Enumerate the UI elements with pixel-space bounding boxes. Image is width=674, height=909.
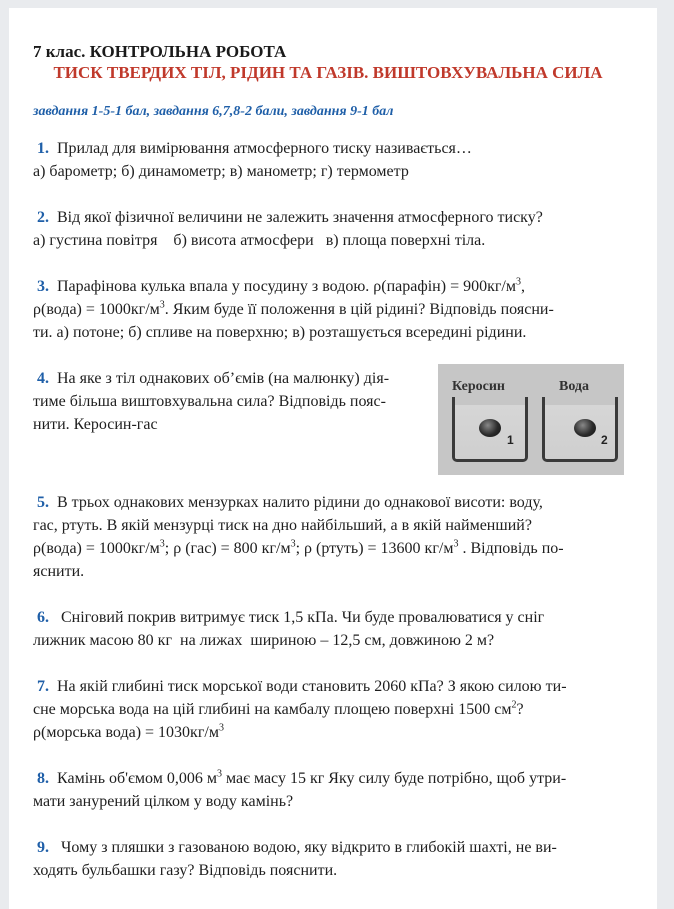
question-text: нити. Керосин-гас xyxy=(33,416,158,433)
question-number: 3. xyxy=(37,278,49,295)
question-text: . Відповідь по- xyxy=(458,540,564,557)
question-2 xyxy=(33,206,633,252)
worksheet-content xyxy=(33,42,633,882)
answer-options: а) барометр; б) динамометр; в) манометр; г) термометр xyxy=(33,163,409,180)
question-number: 1. xyxy=(37,140,49,157)
question-text: Від якої фізичної величини не залежить значення атмосферного тиску? xyxy=(57,209,543,226)
kerosene-beaker xyxy=(452,397,528,462)
ball-2 xyxy=(574,419,596,437)
question-number: 9. xyxy=(37,839,49,856)
question-6 xyxy=(33,606,633,652)
question-text: Парафінова кулька впала у посудину з водою. ρ(парафін) = 900кг/м xyxy=(57,278,516,295)
question-text: В трьох однакових мензурках налито рідини до однакової висоти: воду, xyxy=(57,494,543,511)
water-beaker xyxy=(542,397,618,462)
question-text: гас, ртуть. В якій мензурці тиск на дно найбільший, а в якій найменший? xyxy=(33,517,532,534)
question-8 xyxy=(33,767,633,813)
question-text: ти. а) потоне; б) спливе на поверхню; в) розташується всередині рідини. xyxy=(33,324,527,341)
question-text: яснити. xyxy=(33,563,85,580)
question-4 xyxy=(33,367,633,477)
question-text: має масу 15 кг Яку силу буде потрібно, щоб утри- xyxy=(221,770,567,787)
question-number: 2. xyxy=(37,209,49,226)
ball-1-number: 1 xyxy=(507,433,514,447)
superscript: 2 xyxy=(511,699,517,711)
question-text: лижник масою 80 кг на лижах шириною – 12,5 см, довжиною 2 м? xyxy=(33,632,495,649)
superscript: 3 xyxy=(159,538,165,550)
superscript: 3 xyxy=(516,276,521,288)
answer-options: а) густина повітря б) висота атмосфери в) площа поверхні тіла. xyxy=(33,232,486,249)
question-text: ρ(вода) = 1000кг/м xyxy=(33,301,160,318)
question-text: На яке з тіл однакових об’ємів (на малюнку) дія- xyxy=(57,370,390,387)
question-text: , xyxy=(521,278,525,295)
question-text: На якій глибині тиск морської води становить 2060 кПа? З якою силою ти- xyxy=(57,678,567,695)
question-number: 8. xyxy=(37,770,49,787)
question-text: тиме більша виштовхувальна сила? Відповідь пояс- xyxy=(33,393,386,410)
water-label: Вода xyxy=(559,379,590,394)
question-text: ходять бульбашки газу? Відповідь пояснити. xyxy=(33,862,338,879)
question-number: 7. xyxy=(37,678,49,695)
question-text: мати занурений цілком у воду камінь? xyxy=(33,793,294,810)
superscript: 3 xyxy=(290,538,296,550)
question-text: ; ρ (гас) = 800 кг/м xyxy=(164,540,291,557)
question-text: Прилад для вимірювання атмосферного тиску називається… xyxy=(57,140,472,157)
question-number: 6. xyxy=(37,609,49,626)
question-text: ρ(вода) = 1000кг/м xyxy=(33,540,160,557)
ball-2-number: 2 xyxy=(601,433,608,447)
kerosene-label: Керосин xyxy=(452,379,505,394)
question-text: сне морська вода на цій глибині на камбалу площею поверхні 1500 см xyxy=(33,701,512,718)
superscript: 3 xyxy=(216,768,222,780)
question-number: 5. xyxy=(37,494,49,511)
question-text: Чому з пляшки з газованою водою, яку відкрито в глибокій шахті, не ви- xyxy=(61,839,557,856)
question-1 xyxy=(33,137,633,183)
question-text: . Яким буде її положення в цій рідині? Відповідь поясни- xyxy=(164,301,554,318)
question-5 xyxy=(33,491,633,583)
question-text: Камінь об'ємом 0,006 м xyxy=(57,770,217,787)
beakers-figure xyxy=(438,364,624,475)
question-9 xyxy=(33,836,633,882)
question-text: Сніговий покрив витримує тиск 1,5 кПа. Чи буде провалюватися у сніг xyxy=(61,609,545,626)
worksheet-title: 7 клас. КОНТРОЛЬНА РОБОТА xyxy=(33,42,287,61)
question-number: 4. xyxy=(37,370,49,387)
question-3 xyxy=(33,275,633,344)
worksheet-page xyxy=(9,8,657,909)
superscript: 3 xyxy=(218,722,224,734)
scoring-note: завдання 1-5-1 бал, завдання 6,7,8-2 бали, завдання 9-1 бал xyxy=(33,104,394,119)
ball-1 xyxy=(479,419,501,437)
question-text: ; ρ (ртуть) = 13600 кг/м xyxy=(295,540,454,557)
question-text: ? xyxy=(516,701,524,718)
superscript: 3 xyxy=(159,299,165,311)
question-7 xyxy=(33,675,633,744)
question-text: ρ(морська вода) = 1030кг/м xyxy=(33,724,219,741)
superscript: 3 xyxy=(453,538,459,550)
worksheet-topic: ТИСК ТВЕРДИХ ТІЛ, РІДИН ТА ГАЗІВ. ВИШТОВХУВАЛЬНА СИЛА xyxy=(53,63,603,82)
